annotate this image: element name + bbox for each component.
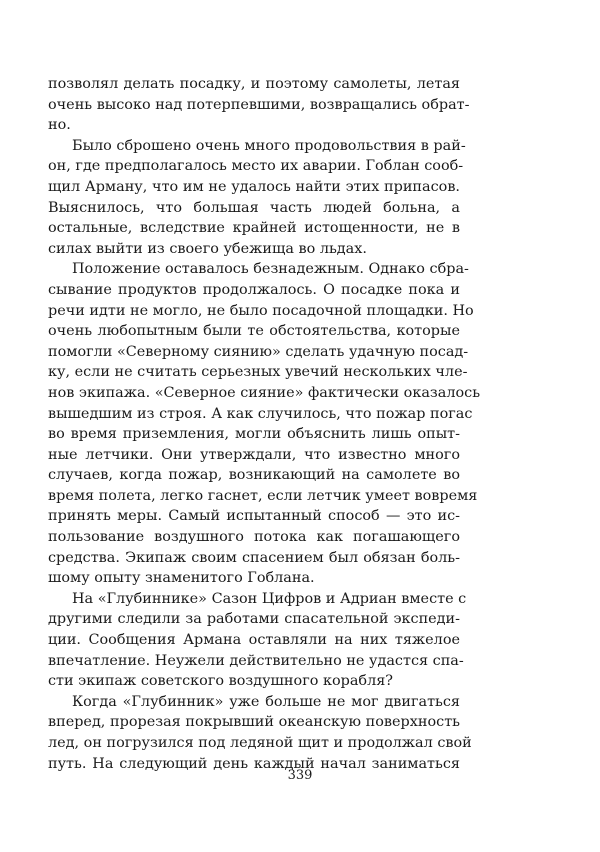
text-line: Положение оставалось безнадежным. Однако сбра- [72,261,469,278]
page-number: 339 [287,768,313,783]
page-text-block [48,74,481,774]
text-line: сывание продуктов продолжалось. О посадке пока и [48,281,460,298]
text-line: он, где предполагалось место их аварии. Гоблан сооб- [48,158,464,175]
text-line: Когда «Глубинник» уже больше не мог двигаться [72,693,460,710]
text-line: но. [48,117,71,134]
text-line: остальные, вследствие крайней истощенности, не в [48,220,460,237]
text-line: ции. Сообщения Армана оставляли на них тяжелое [48,632,460,649]
text-line: принять меры. Самый испытанный способ — это ис- [48,508,460,525]
text-line: ные летчики. Они утверждали, что известно много [48,446,460,463]
text-line: речи идти не могло, не было посадочной площадки. Но [48,302,474,319]
text-line: ку, если не считать серьезных увечий нескольких чле- [48,364,468,381]
paragraph [48,589,467,692]
text-line: путь. На следующий день каждый начал заниматься [48,755,460,772]
text-line: позволял делать посадку, и поэтому самолеты, летая [48,76,460,92]
text-line: во время приземления, могли объяснить лишь опыт- [48,426,460,443]
text-line: силах выйти из своего убежища во льдах. [48,240,367,257]
text-line: нов экипажа. «Северное сияние» фактически оказалось [48,384,481,401]
paragraph [48,74,470,136]
text-line: помогли «Северному сиянию» сделать удачную посад- [48,343,469,360]
paragraph [48,136,466,260]
text-line: На «Глубиннике» Сазон Цифров и Адриан вместе с [72,590,467,607]
text-line: другими следили за работами спасательной экспеди- [48,611,460,628]
text-line: Выяснилось, что большая часть людей больна, а [48,199,460,216]
text-line: пользование воздушного потока как погашающего [48,529,460,546]
text-line: вперед, прорезая покрывший океанскую поверхность [48,714,460,731]
text-line: время полета, легко гаснет, если летчик умеет вовремя [48,487,478,504]
text-line: случаев, когда пожар, возникающий на самолете во [48,467,460,484]
text-line: шому опыту знаменитого Гоблана. [48,570,315,587]
text-line: средства. Экипаж своим спасением был обязан боль- [48,549,460,566]
text-line: щил Арману, что им не удалось найти этих припасов. [48,178,460,195]
paragraph [48,259,481,589]
text-line: очень высоко над потерпевшими, возвращались обрат- [48,96,470,113]
text-line: Было сброшено очень много продовольствия в рай- [72,137,466,154]
text-line: очень любопытным были те обстоятельства, которые [48,323,460,340]
text-line: лед, он погрузился под ледяной щит и продолжал свой [48,735,472,751]
text-line: впечатление. Неужели действительно не удастся спа- [48,652,464,669]
paragraph [48,692,472,774]
text-line: сти экипаж советского воздушного корабля? [48,673,394,690]
text-line: вышедшим из строя. А как случилось, что пожар погас [48,405,473,422]
